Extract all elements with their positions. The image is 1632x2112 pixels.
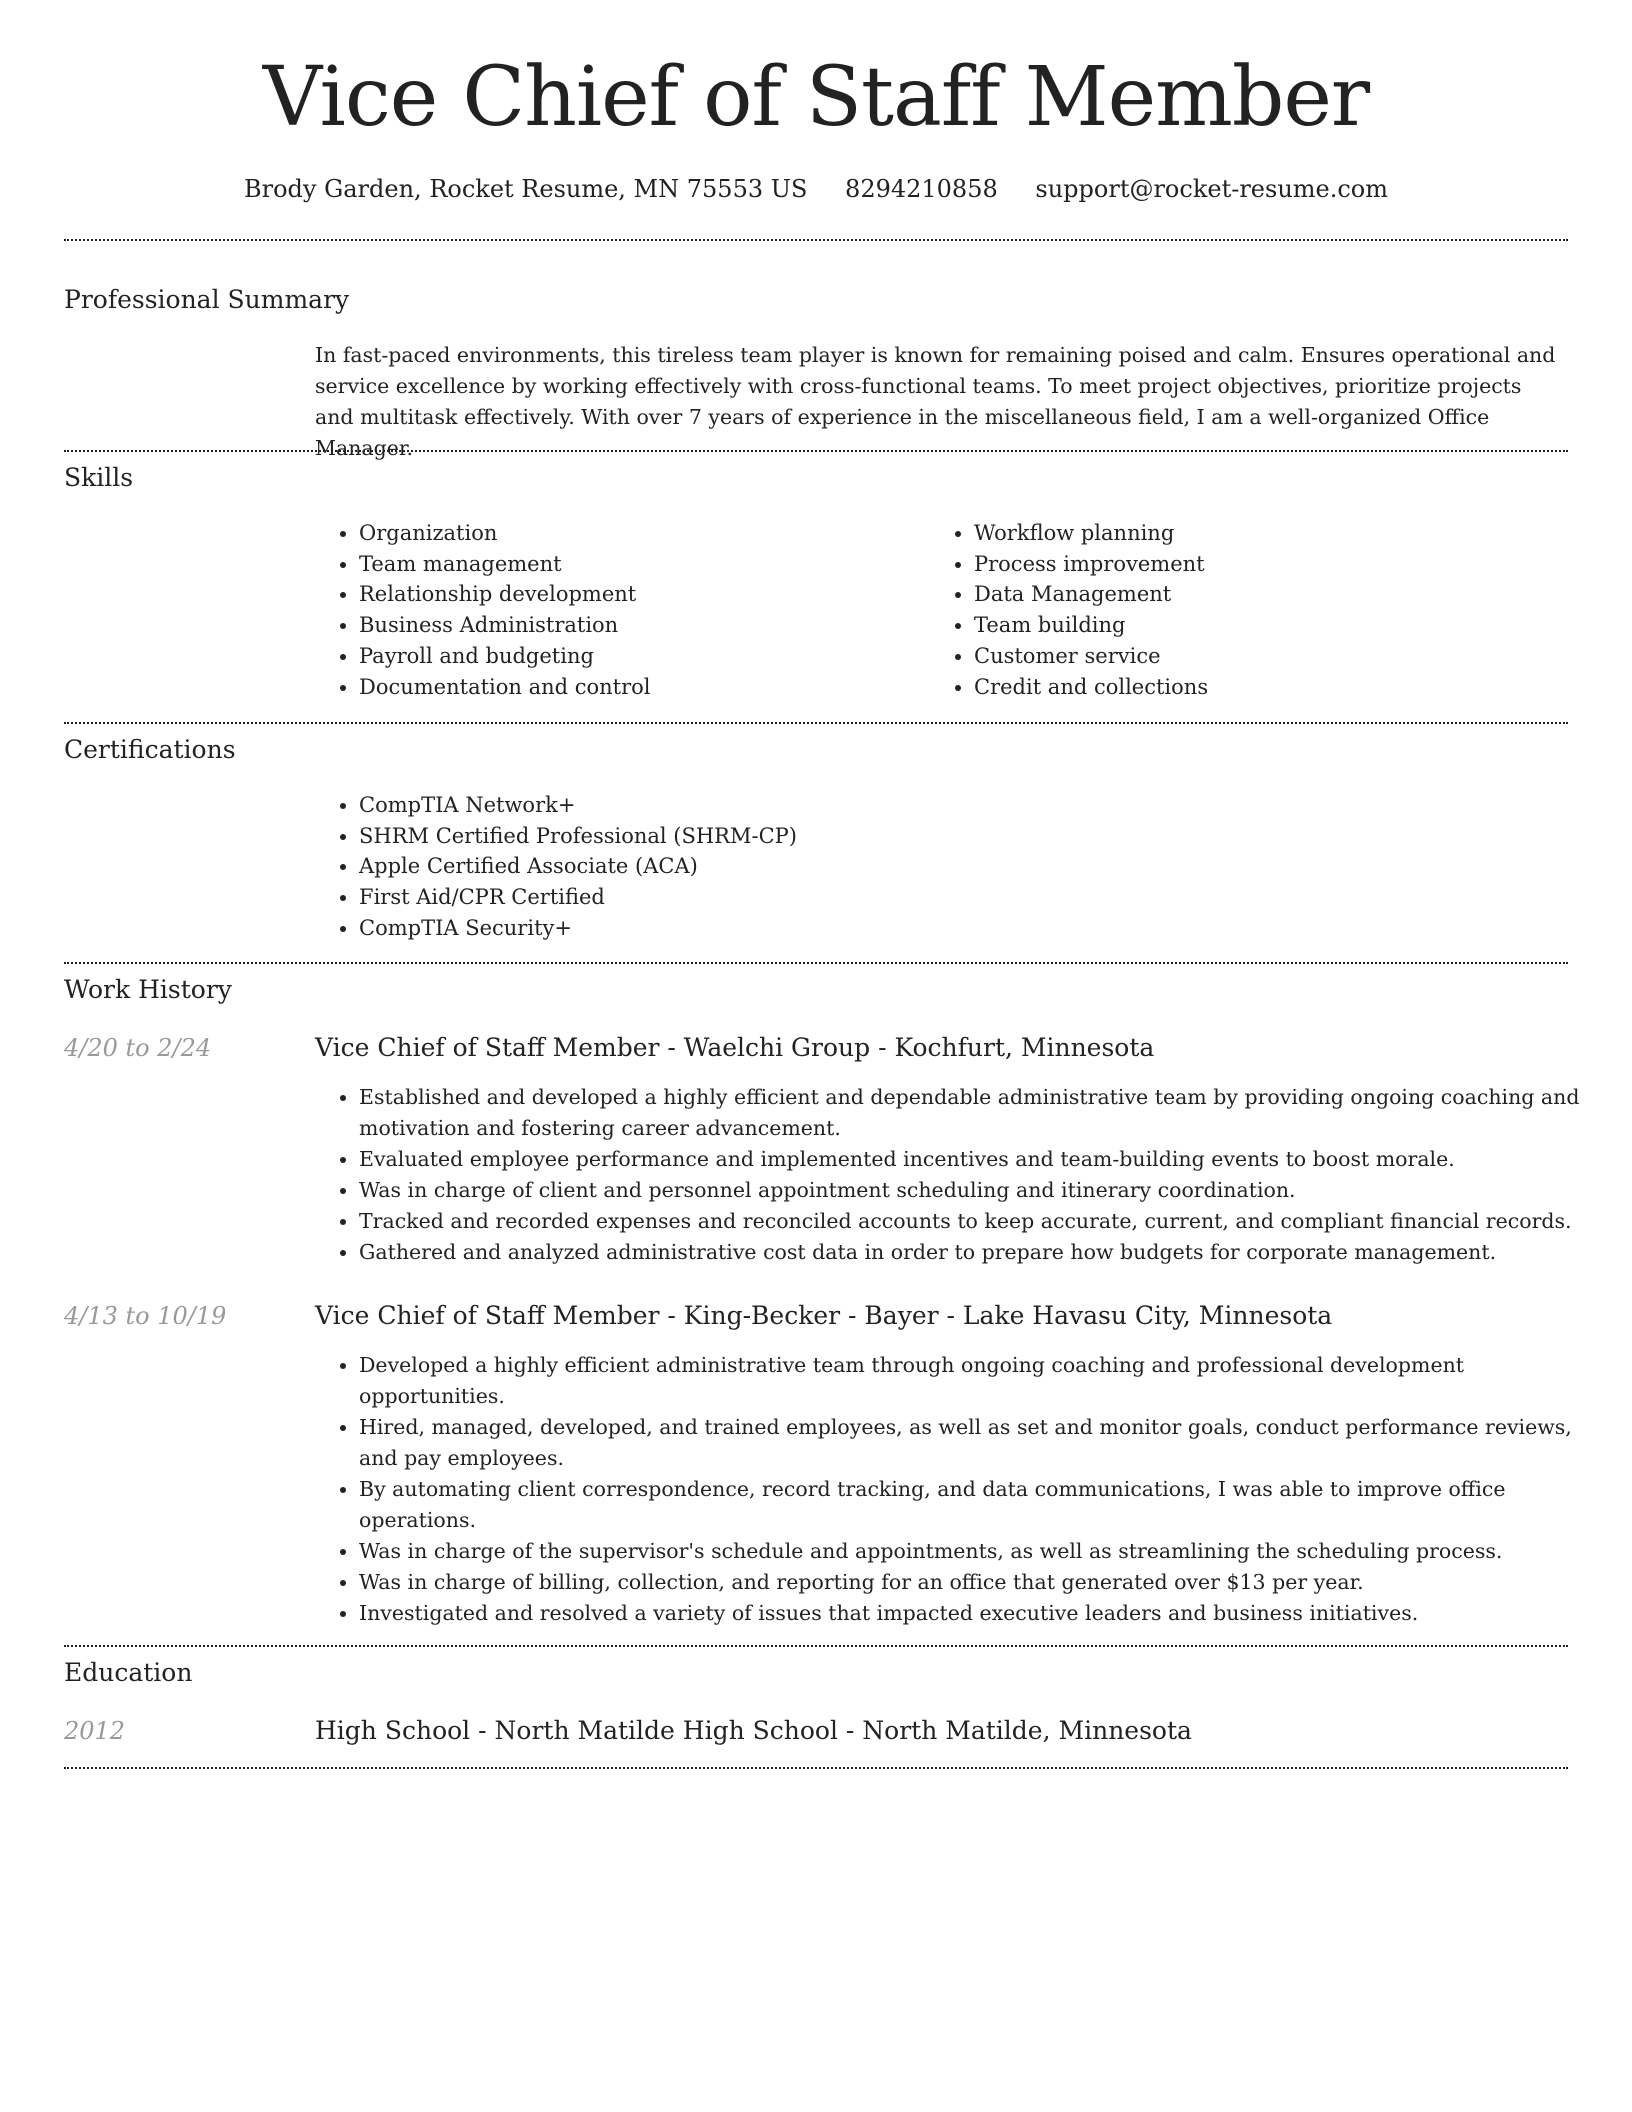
education-detail: High School - North Matilde High School - North Matilde, Minnesota [315,1716,1192,1745]
contact-line [0,172,1632,206]
list-item: • Established and developed a highly efficient and dependable administrative team by providing ongoing coaching and motivation and fostering career advancement. [359,1082,1604,1144]
candidate-name: Vice Chief of Staff Member [262,50,1370,145]
job-title: Vice Chief of Staff Member - King-Becker - Bayer - Lake Havasu City, Minnesota [315,1301,1333,1330]
list-item: • Gathered and analyzed administrative cost data in order to prepare how budgets for corporate management. [359,1237,1604,1268]
contact-address: Brody Garden, Rocket Resume, MN 75553 US [243,175,808,203]
list-item: • Developed a highly efficient administrative team through ongoing coaching and professional development opportunities. [359,1350,1604,1412]
list-item: • Team management [359,549,919,580]
list-item: • Team building [974,610,1574,641]
list-item: • Business Administration [359,610,919,641]
divider [64,722,1568,724]
list-item: • Was in charge of the supervisor's schedule and appointments, as well as streamlining the scheduling process. [359,1536,1604,1567]
list-item: • Was in charge of client and personnel appointment scheduling and itinerary coordination. [359,1175,1604,1206]
section-title-skills: Skills [64,463,134,492]
list-item: • Payroll and budgeting [359,641,919,672]
list-item: • Tracked and recorded expenses and reconciled accounts to keep accurate, current, and compliant financial records. [359,1206,1604,1237]
list-item: • Was in charge of billing, collection, and reporting for an office that generated over $13 per year. [359,1567,1604,1598]
list-item: • Credit and collections [974,672,1574,703]
summary-text: In fast-paced environments, this tireless team player is known for remaining poised and calm. Ensures operational and service excellence by working effectively with cross-functional teams. To meet project objectives, prioritize projects and multitask effectively. With over 7 years of experience in the miscellaneous field, I am a well-organized Office Manager. [315,343,1556,460]
list-item: • Workflow planning [974,518,1574,549]
list-item: • Customer service [974,641,1574,672]
certifications-list [315,790,1259,944]
section-title-summary: Professional Summary [64,285,350,314]
skills-list-left [315,518,919,702]
job-title: Vice Chief of Staff Member - Waelchi Group - Kochfurt, Minnesota [315,1033,1155,1062]
divider [64,1767,1568,1769]
list-item: • Apple Certified Associate (ACA) [359,851,1259,882]
list-item: • Data Management [974,579,1574,610]
divider [64,239,1568,241]
list-item: • Organization [359,518,919,549]
list-item: • Hired, managed, developed, and trained employees, as well as set and monitor goals, conduct performance reviews, and pay employees. [359,1412,1604,1474]
list-item: • Documentation and control [359,672,919,703]
list-item: • First Aid/CPR Certified [359,882,1259,913]
list-item: • CompTIA Network+ [359,790,1259,821]
skills-list-right [930,518,1574,702]
list-item: • SHRM Certified Professional (SHRM-CP) [359,821,1259,852]
divider [64,1645,1568,1647]
contact-phone: 8294210858 [845,175,998,203]
section-title-education: Education [64,1658,193,1687]
list-item: • By automating client correspondence, record tracking, and data communications, I was able to improve office operations. [359,1474,1604,1536]
list-item: • Process improvement [974,549,1574,580]
list-item: • Evaluated employee performance and implemented incentives and team-building events to boost morale. [359,1144,1604,1175]
job-bullets [315,1082,1604,1268]
section-title-work-history: Work History [64,975,232,1004]
divider [64,962,1568,964]
job-bullets [315,1350,1604,1629]
list-item: • Investigated and resolved a variety of issues that impacted executive leaders and business initiatives. [359,1598,1604,1629]
list-item: • Relationship development [359,579,919,610]
list-item: • CompTIA Security+ [359,913,1259,944]
section-title-certifications: Certifications [64,735,236,764]
job-dates: 4/20 to 2/24 [64,1034,212,1062]
contact-email: support@rocket-resume.com [1035,175,1389,203]
job-dates: 4/13 to 10/19 [64,1302,227,1330]
education-year: 2012 [64,1717,126,1745]
divider [64,450,1568,452]
